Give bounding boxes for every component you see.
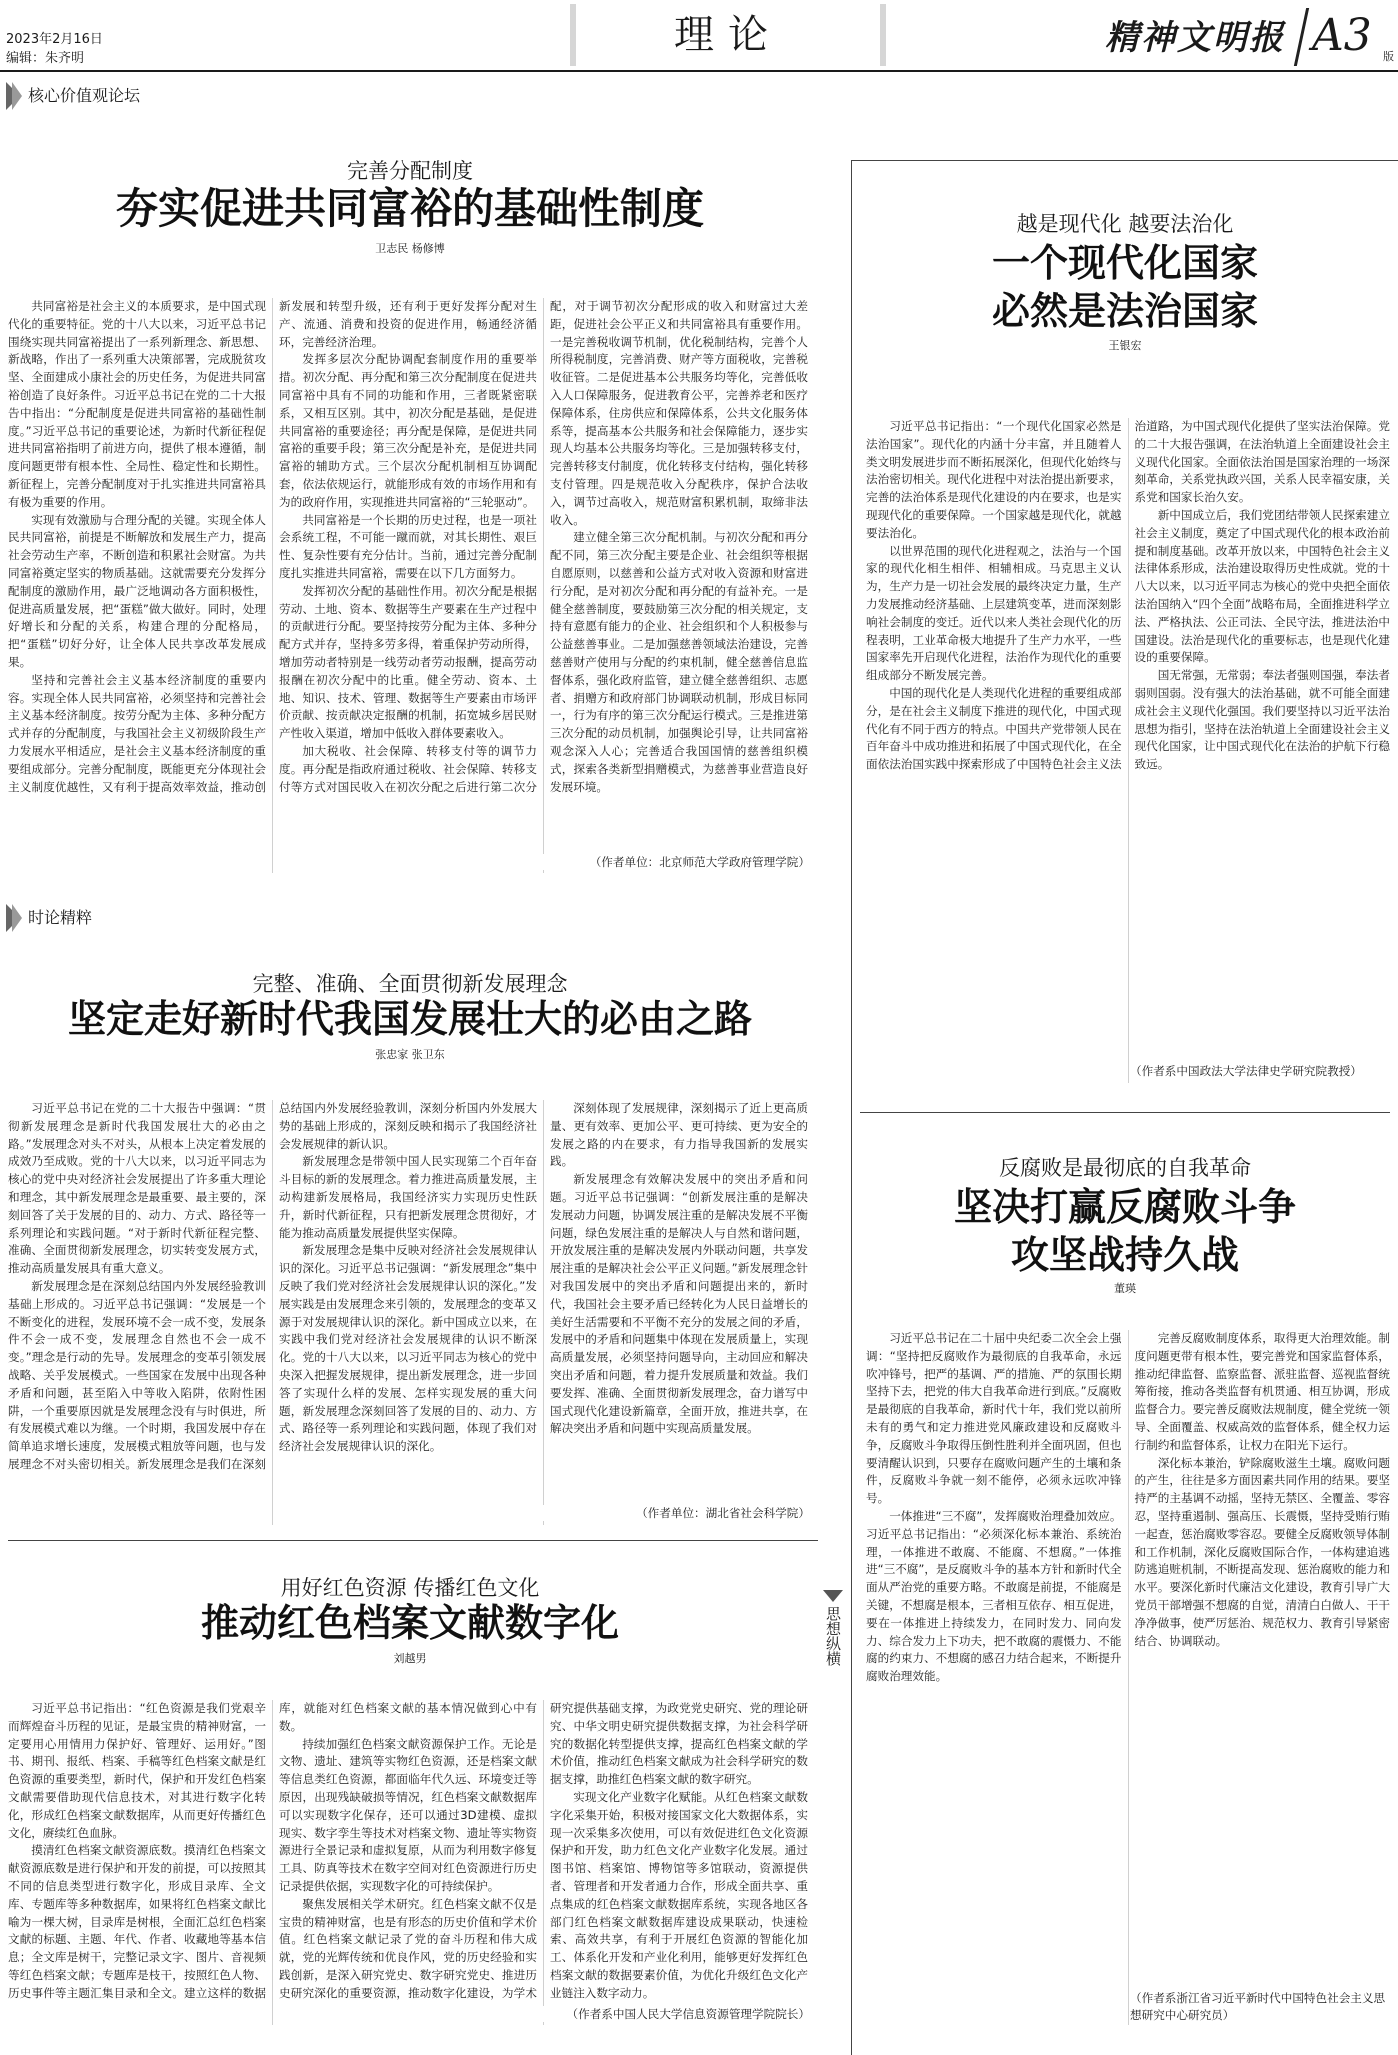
article-4-author: 王银宏	[1108, 339, 1142, 352]
paragraph: 习近平总书记指出：“红色资源是我们党艰辛而辉煌奋斗历程的见证，是最宝贵的精神财富，一定要用心用情用力保护好、管理好、运用好。”图书、期刊、报纸、档案、手稿等红色档案文献是红色资源的重要类型，新时代，保护和开发红色档案文献需要借助现代信息技术，对其进行数字化转化，形成红色档案文献数据库，从而更好传播红色文化，赓续红色血脉。	[8, 1701, 266, 1840]
masthead-divider	[1294, 8, 1309, 66]
article-1-body	[8, 298, 808, 873]
column-tag-thought	[822, 1590, 844, 1710]
article-5-title-line-1: 坚决打赢反腐败斗争	[953, 1185, 1296, 1229]
article-4-title-line-1: 一个现代化国家	[991, 241, 1258, 285]
paragraph: 共同富裕是一个长期的历史过程，也是一项社会系统工程，不可能一蹴而就，对其长期性、艰巨性、复杂性要有充分估计。当前，通过完善分配制度扎实推进共同富裕，需要在以下几方面努力。	[279, 512, 537, 580]
triangle-icon	[12, 82, 22, 110]
article-2-affiliation: （作者单位：湖北省社会科学院）	[540, 1505, 810, 1521]
masthead: 精神文明报	[1105, 18, 1285, 58]
paragraph: 习近平总书记在二十届中央纪委二次全会上强调：“坚持把反腐败作为最彻底的自我革命，永远吹冲锋号，把严的基调、严的措施、严的氛围长期坚持下去，把党的伟大自我革命进行到底。”反腐败是最彻底的自我革命，新时代十年，我们党以前所未有的勇气和定力推进党风廉政建设和反腐败斗争，反腐败斗争取得压倒性胜利并全面巩固，但也要清醒认识到，只要存在腐败问题产生的土壤和条件，反腐败斗争就一刻不能停，必须永远吹冲锋号。	[866, 1331, 1122, 1506]
paragraph: 持续加强红色档案文献资源保护工作。无论是文物、遗址、建筑等实物红色资源，还是档案文献等信息类红色资源，都面临年代久远、环境变迁等原因，出现残缺破损等情况，红色档案文献数据库可以实现数字化保存，还可以通过3D建模、虚拟现实、数字孪生等技术对档案文物、遗址等实物资源进行全景记录和虚拟复原，从而为利用数字修复工具、防真等技术在数字空间对红色资源进行历史记录提供依据，实现数字化的可持续保护。	[279, 1736, 537, 1893]
paragraph: 一体推进“三不腐”，发挥腐败治理叠加效应。习近平总书记指出：“必须深化标本兼治、系统治理，一体推进不敢腐、不能腐、不想腐。”一体推进“三不腐”，是反腐败斗争的基本方针和新时代全面从严治党的重要方略。不敢腐是前提，不能腐是关键，不想腐是根本，三者相互依存、相互促进，要在一体推进上持续发力，在同时发力、同向发力、综合发力上下功夫，把不敢腐的震慑力、不能腐的约束力、不想腐的感召力结合起来，不断提升腐败治理效能。	[866, 1508, 1122, 1684]
paragraph: 共同富裕是社会主义的本质要求，是中国式现代化的重要特征。党的十八大以来，习近平总书记围绕实现共同富裕提出了一系列新理念、新思想、新战略，作出了一系列重大决策部署，完成脱贫攻坚、全面建成小康社会的历史任务，为促进共同富裕创造了良好条件。习近平总书记在党的二十大报告中指出：“分配制度是促进共同富裕的基础性制度。”习近平总书记的重要论述，为新时代新征程促进共同富裕指明了前进方向，提供了根本遵循，制度问题更带有根本性、全局性、稳定性和长期性。新征程上，完善分配制度对于扎实推进共同富裕具有极为重要的作用。	[8, 299, 266, 509]
article-2-body	[8, 1100, 808, 1525]
article-2-author: 张忠家 张卫东	[375, 1048, 445, 1061]
paragraph: 深刻体现了发展规律，深刻揭示了近上更高质量、更有效率、更加公平、更可持续、更为安全的发展之路的内在要求，有力指导我国新的发展实践。	[550, 1101, 808, 1169]
paragraph: 摸清红色档案文献资源底数。摸清红色档案文献资源底数是进行保护和开发的前提，可以按照其不同的信息类型进行数字化，形成目录库、全文库、专题库等多种数据库，如果将红色档案文献比喻为一棵大树，目录库是树根，全面汇总红色档案文献的标题、主题、年代、作者、收藏地等基本信息；全文库是树干，完整记录文字、图片、音视频等红色档案文献；专题库是枝干，按照红色人物、历史事件等主题汇集目录和全文。建立这样的数据库，就能对红色档案文献的基本情况做到心中有数。	[8, 1701, 537, 2000]
article-3-title: 推动红色档案文献数字化	[200, 1601, 619, 1645]
article-1-affiliation: （作者单位：北京师范大学政府管理学院）	[540, 854, 810, 870]
paragraph: 实现文化产业数字化赋能。从红色档案文献数字化采集开始，积极对接国家文化大数据体系，实现一次采集多次使用，可以有效促进红色文化资源保护和开发，助力红色文化产业数字化发展。通过图书馆、档案馆、博物馆等多馆联动，资源提供者、管理者和开发者通力合作，形成全面共享、重点集成的红色档案文献数据库系统，实现各地区各部门红色档案文献数据库建设成果联动，快速检索、高效共享，有利于开展红色资源的智能化加工、体系化开发和产业化利用，能够更好发挥红色档案文献的数据要素价值，为优化升级红色文化产业链注入数字动力。	[550, 1789, 808, 2000]
paragraph: 发挥多层次分配协调配套制度作用的重要举措。初次分配、再分配和第三次分配制度在促进共同富裕中具有不同的功能和作用，三者既紧密联系，又相互区别。其中，初次分配是基础，是促进共同富裕的重要途径；再分配是保障，是促进共同富裕的重要手段；第三次分配是补充，是促进共同富裕的辅助方式。三个层次分配机制相互协调配套，依法依规运行，就能形成有效的市场作用和有为的政府作用，实现推进共同富裕的“三轮驱动”。	[279, 352, 537, 509]
paragraph: 新发展理念是带领中国人民实现第二个百年奋斗目标的新的发展理念。着力推进高质量发展，主动构建新发展格局，我国经济实力实现历史性跃升，新时代新征程，只有把新发展理念贯彻好，才能为推动高质量发展提供坚实保障。	[279, 1154, 537, 1240]
article-4-kicker: 越是现代化 越要法治化	[1016, 212, 1234, 236]
column-tag-value	[6, 82, 846, 110]
column-tag-comment	[6, 904, 846, 932]
triangle-icon	[823, 1590, 843, 1602]
column-tag-label: 核心价值观论坛	[28, 86, 141, 105]
paragraph: 国无常强，无常弱；奉法者强则国强，奉法者弱则国弱。没有强大的法治基础，就不可能全面建成社会主义现代化强国。我们要坚持以习近平法治思想为指引，坚持在法治轨道上全面建设社会主义现代化国家，让中国式现代化在法治的护航下行稳致远。	[1134, 668, 1390, 772]
paragraph: 完善反腐败制度体系，取得更大治理效能。制度问题更带有根本性，要完善党和国家监督体系，推动纪律监督、监察监督、派驻监督、巡视监督统筹衔接，推动各类监督有机贯通、相互协调，形成监督合力。要完善反腐败法规制度，健全党统一领导、全面覆盖、权威高效的监督体系，健全权力运行制约和监督体系，让权力在阳光下运行。	[1134, 1331, 1390, 1452]
paragraph: 深化标本兼治，铲除腐败滋生土壤。腐败问题的产生，往往是多方面因素共同作用的结果。要坚持严的主基调不动摇，坚持无禁区、全覆盖、零容忍，坚持重遏制、强高压、长震慑，坚持受贿行贿一起查，惩治腐败零容忍。要健全反腐败领导体制和工作机制，深化反腐败国际合作，一体构建追逃防逃追赃机制，不断提高发现、惩治腐败的能力和水平。要深化新时代廉洁文化建设，教育引导广大党员干部增强不想腐的自觉，清清白白做人、干干净净做事，使严厉惩治、规范权力、教育引导紧密结合、协调联动。	[1134, 1455, 1390, 1648]
paragraph: 坚持和完善社会主义基本经济制度的重要内容。实现全体人民共同富裕，必须坚持和完善社会主义基本经济制度。按劳分配为主体、多种分配方式并存的分配制度，与我国社会主义初级阶段生产力发展水平相适应，是社会主义基本经济制度的重要组成部分。完善分配制度，既能更充分体现社会主义制度优越性，又有利于提高效率效益，推动创新发展和转型升级，还有利于更好发挥分配对生产、流通、消费和投资的促进作用，畅通经济循环，完善经济治理。	[8, 299, 537, 794]
article-1-author: 卫志民 杨修博	[375, 242, 445, 255]
article-4-affiliation: （作者系中国政法大学法律史学研究院教授）	[1130, 1063, 1390, 1079]
page-number: A3	[1312, 10, 1372, 61]
article-5-affiliation: （作者系浙江省习近平新时代中国特色社会主义思想研究中心研究员）	[1130, 1990, 1390, 2024]
paragraph: 新发展理念有效解决发展中的突出矛盾和问题。习近平总书记强调：“创新发展注重的是解决发展动力问题，协调发展注重的是解决发展不平衡问题，绿色发展注重的是解决人与自然和谐问题，开放发展注重的是解决发展内外联动问题，共享发展注重的是解决社会公平正义问题。”新发展理念针对我国发展中的突出矛盾和问题提出来的，新时代，我国社会主要矛盾已经转化为人民日益增长的美好生活需要和不平衡不充分的发展之间的矛盾，发展中的矛盾和问题集中体现在发展质量上，实现高质量发展，必须坚持问题导向，主动回应和解决突出矛盾和问题，着力提升发展质量和效益。我们要发挥、准确、全面贯彻新发展理念，奋力谱写中国式现代化建设新篇章，全面开放，推进共享，在解决突出矛盾和问题中实现高质量发展。	[550, 1172, 808, 1436]
article-4-title	[860, 240, 1390, 335]
paragraph: 聚焦发展相关学术研究。红色档案文献不仅是宝贵的精神财富，也是有形态的历史价值和学术价值。红色档案文献记录了党的奋斗历程和伟大成就，党的光辉传统和优良作风，党的历史经验和实践创新，是深入研究党史、数字研究党史、推进历史研究深化的重要资源，推动数字化建设，为学术研究提供基础支撑，为政党党史研究、党的理论研究、中华文明史研究提供数据支撑，为社会科学研究的数据化转型提供支撑，提高红色档案文献的学术价值，推动红色档案文献成为社会科学研究的数据支撑，助推红色档案文献的数字研究。	[279, 1701, 808, 2000]
article-1-title: 夯实促进共同富裕的基础性制度	[115, 184, 704, 233]
paragraph: 习近平总书记在党的二十大报告中强调：“贯彻新发展理念是新时代我国发展壮大的必由之路。”发展理念对头不对头，从根本上决定着发展的成效乃至成败。党的十八大以来，以习近平同志为核心的党中央对经济社会发展提出了许多重大理论和理念，其中新发展理念是最重要、最主要的，深刻回答了关于发展的目的、动力、方式、路径等一系列理论和实践问题。“对于新时代新征程完整、准确、全面贯彻新发展理念，切实转变发展方式，推动高质量发展具有重大意义。	[8, 1101, 266, 1276]
article-divider	[860, 1112, 1390, 1113]
article-5-kicker: 反腐败是最彻底的自我革命	[999, 1156, 1251, 1180]
issue-date: 2023年2月16日	[6, 32, 103, 47]
paragraph: 新发展理念是集中反映对经济社会发展规律认识的深化。习近平总书记强调：“新发展理念”集中反映了我们党对经济社会发展规律认识的深化。”发展实践是由发展理念来引领的，发展理念的变革又源于对发展规律认识的深化。新中国成立以来，在实践中我们党对经济社会发展规律的认识不断深化。党的十八大以来，以习近平同志为核心的党中央深入把握发展规律，提出新发展理念，进一步回答了实现什么样的发展、怎样实现发展的重大问题，新发展理念深刻回答了发展的目的、动力、方式、路径等一系列理论和实践问题，体现了我们对经济社会发展规律认识的深化。	[279, 1243, 537, 1454]
paragraph: 实现有效激励与合理分配的关键。实现全体人民共同富裕，前提是不断解放和发展生产力，提高社会劳动生产率，不断创造和积累社会财富。为共同富裕奠定坚实的物质基础。这就需要充分发挥分配制度的激励作用，最广泛地调动各方面积极性，促进高质量发展，把“蛋糕”做大做好。同时，处理好增长和分配的关系，构建合理的分配格局，把“蛋糕”切好分好，让全体人民共享改革发展成果。	[8, 512, 266, 669]
column-tag-label: 时论精粹	[28, 908, 93, 927]
article-5-title-line-2: 攻坚战持久战	[1010, 1232, 1239, 1277]
paragraph: 新中国成立后，我们党团结带领人民探索建立社会主义制度，奠定了中国式现代化的根本政治前提和制度基础。改革开放以来，中国特色社会主义法律体系形成，法治建设取得历史性成就。党的十八大以来，以习近平同志为核心的党中央把全面依法治国纳入“四个全面”战略布局，全面推进科学立法、严格执法、公正司法、全民守法，推进法治中国建设。法治是现代化的重要标志，也是现代化建设的重要保障。	[1134, 507, 1390, 665]
header-rule	[0, 70, 1398, 72]
article-5-title	[860, 1184, 1390, 1279]
paragraph: 建立健全第三次分配机制。与初次分配和再分配不同，第三次分配主要是企业、社会组织等根据自愿原则，以慈善和公益方式对收入资源和财富进行分配，是对初次分配和再分配的有益补充。一是健全慈善制度，要鼓励第三次分配的相关规定，支持有意愿有能力的企业、社会组织和个人积极参与公益慈善事业。二是加强慈善领域法治建设，完善慈善财产使用与分配的约束机制，健全慈善信息监督体系，强化政府监管，建立健全慈善组织、志愿者、捐赠方和政府部门协调联动机制，形成目标同一，行为有序的第三次分配运行模式。三是推进第三次分配的动员机制，加强舆论引导，让共同富裕观念深入人心；完善适合我国国情的慈善组织模式，探索各类新型捐赠模式，为慈善事业营造良好发展环境。	[550, 530, 808, 794]
article-4-body	[866, 418, 1390, 1083]
page-label: 版	[1383, 50, 1394, 63]
article-2-kicker: 完整、准确、全面贯彻新发展理念	[252, 972, 568, 996]
article-5-author: 董瑛	[1114, 1282, 1136, 1295]
article-3-affiliation: （作者系中国人民大学信息资源管理学院院长）	[540, 2006, 810, 2022]
section-name: 理论	[570, 4, 886, 66]
paragraph: 发挥初次分配的基础性作用。初次分配是根据劳动、土地、资本、数据等生产要素在生产过程中的贡献进行分配。要坚持按劳分配为主体、多种分配方式并存，坚持多劳多得，着重保护劳动所得，增加劳动者特别是一线劳动者劳动报酬，提高劳动报酬在初次分配中的比重。健全劳动、资本、土地、知识、技术、管理、数据等生产要素由市场评价贡献、按贡献决定报酬的机制，拓宽城乡居民财产性收入渠道，增加中低收入群体要素收入。	[279, 583, 537, 741]
paragraph: 习近平总书记指出：“一个现代化国家必然是法治国家”。现代化的内涵十分丰富，并且随着人类文明发展进步而不断拓展深化，但现代化始终与法治密切相关。现代化进程中对法治提出新要求，完善的法治体系是现代化建设的内在要求，也是实现现代化的重要保障。一个国家越是现代化，就越要法治化。	[866, 419, 1122, 540]
triangle-icon	[12, 904, 22, 932]
article-divider	[8, 1540, 818, 1541]
paragraph: 中国的现代化是人类现代化进程的重要组成部分，是在社会主义制度下推进的现代化，中国式现代化有不同于西方的特点。中国共产党带领人民在百年奋斗中成功推进和拓展了中国式现代化，在全面依法治国实践中探索形成了中国特色社会主义法治道路，为中国式现代化提供了坚实法治保障。党的二十大报告强调，在法治轨道上全面建设社会主义现代化国家。全面依法治国是国家治理的一场深刻革命，关系党执政兴国，关系人民幸福安康，关系党和国家长治久安。	[866, 419, 1390, 772]
article-5-body	[866, 1330, 1390, 2025]
article-1-kicker: 完善分配制度	[347, 159, 473, 183]
article-3-author: 刘越男	[393, 1652, 427, 1665]
article-3-kicker: 用好红色资源 传播红色文化	[280, 1576, 540, 1600]
article-4-title-line-2: 必然是法治国家	[991, 288, 1258, 333]
article-3-body	[8, 1700, 808, 2025]
editor-credit: 编辑：朱齐明	[6, 51, 85, 66]
paragraph: 以世界范围的现代化进程观之，法治与一个国家的现代化相生相伴、相辅相成。马克思主义认为，生产力是一切社会发展的最终决定力量，生产力发展推动经济基础、上层建筑变革，进而深刻影响社会制度的变迁。近代以来人类社会现代化的历程表明，工业革命极大地提升了生产力水平，一些国家率先开启现代化进程，法治作为现代化的重要组成部分不断发展完善。	[866, 543, 1122, 683]
paragraph: 新发展理念是在深刻总结国内外发展经验教训基础上形成的。习近平总书记强调：“发展是一个不断变化的进程，发展环境不会一成不变，发展条件不会一成不变，发展理念自然也不会一成不变。”理念是行动的先导。发展理念的变革引领发展战略、关乎发展模式。一些国家在发展中出现各种矛盾和问题，甚至陷入中等收入陷阱，依附性困阱，一个重要原因就是发展理念没有与时俱进，所有发展模式难以为继。一个时期，我国发展中存在简单追求增长速度，发展模式粗放等问题，也与发展理念不对头密切相关。新发展理念是我们在深刻总结国内外发展经验教训，深刻分析国内外发展大势的基础上形成的，深刻反映和揭示了我国经济社会发展规律的新认识。	[8, 1101, 537, 1471]
paragraph: 加大税收、社会保障、转移支付等的调节力度。再分配是指政府通过税收、社会保障、转移支付等方式对国民收入在初次分配之后进行第二次分配，对于调节初次分配形成的收入和财富过大差距，促进社会公平正义和共同富裕具有重要作用。一是完善税收调节机制，优化税制结构，完善个人所得税制度，完善消费、财产等方面税收，完善税收征管。二是促进基本公共服务均等化，完善低收入人口保障服务，促进教育公平，完善养老和医疗保障体系，住房供应和保障体系，公共文化服务体系等，提高基本公共服务和社会保障能力，逐步实现人均基本公共服务均等化。三是加强转移支付，完善转移支付制度，优化转移支付结构，强化转移支付管理。四是规范收入分配秩序，保护合法收入，调节过高收入，规范财富积累机制，取缔非法收入。	[279, 299, 808, 794]
header-meta	[6, 30, 103, 68]
article-2-title: 坚定走好新时代我国发展壮大的必由之路	[67, 997, 752, 1041]
column-tag-label: 思想纵横	[824, 1606, 842, 1666]
